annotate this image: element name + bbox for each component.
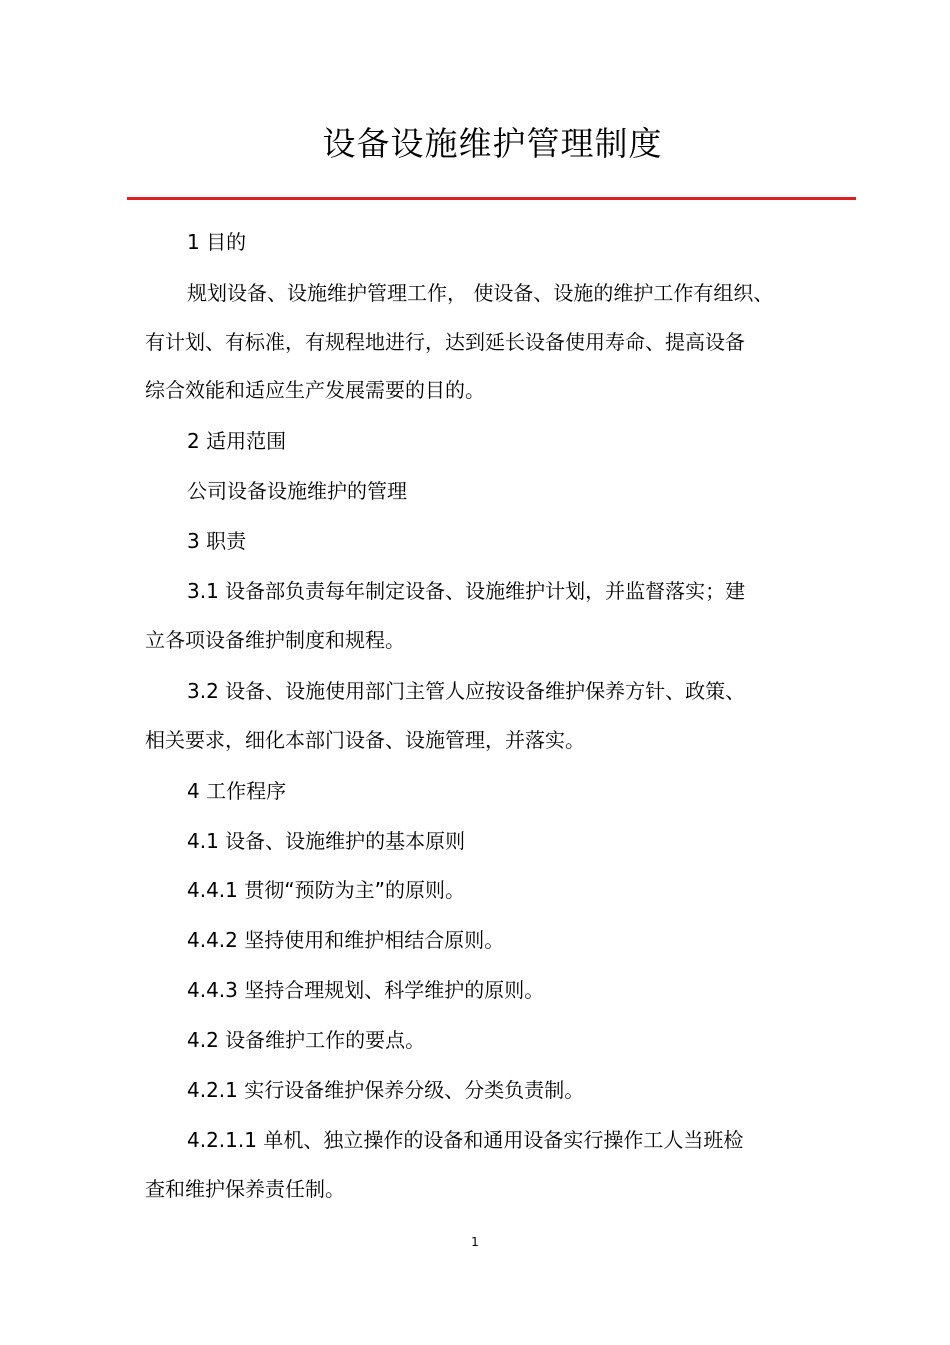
paragraph-line: 3.1 设备部负责每年制定设备、设施维护计划，并监督落实；建 bbox=[187, 579, 746, 603]
paragraph-line: 查和维护保养责任制。 bbox=[145, 1177, 345, 1201]
paragraph-line: 3.2 设备、设施使用部门主管人应按设备维护保养方针、政策、 bbox=[187, 679, 746, 703]
paragraph-line: 规划设备、设施维护管理工作， 使设备、设施的维护工作有组织、 bbox=[187, 281, 774, 305]
page-number: 1 bbox=[471, 1235, 479, 1249]
paragraph-line: 综合效能和适应生产发展需要的目的。 bbox=[145, 378, 485, 402]
list-item: 4.2.1.1 单机、独立操作的设备和通用设备实行操作工人当班检 bbox=[187, 1128, 744, 1152]
document-title: 设备设施维护管理制度 bbox=[322, 124, 663, 163]
paragraph-line: 相关要求，细化本部门设备、设施管理，并落实。 bbox=[145, 728, 585, 752]
title-divider bbox=[127, 197, 856, 200]
section-heading-scope: 2 适用范围 bbox=[187, 429, 287, 453]
list-item: 4.4.3 坚持合理规划、科学维护的原则。 bbox=[187, 978, 545, 1002]
section-heading-purpose: 1 目的 bbox=[187, 230, 247, 254]
paragraph-line: 有计划、有标准，有规程地进行，达到延长设备使用寿命、提高设备 bbox=[145, 330, 745, 354]
subsection-heading: 4.1 设备、设施维护的基本原则 bbox=[187, 829, 466, 853]
paragraph-line: 公司设备设施维护的管理 bbox=[187, 479, 407, 503]
list-item: 4.4.1 贯彻“预防为主”的原则。 bbox=[187, 878, 465, 902]
paragraph-line: 立各项设备维护制度和规程。 bbox=[145, 628, 405, 652]
subsection-heading: 4.2 设备维护工作的要点。 bbox=[187, 1028, 426, 1052]
list-item: 4.2.1 实行设备维护保养分级、分类负责制。 bbox=[187, 1078, 585, 1102]
section-heading-responsibilities: 3 职责 bbox=[187, 529, 247, 553]
list-item: 4.4.2 坚持使用和维护相结合原则。 bbox=[187, 928, 505, 952]
section-heading-procedure: 4 工作程序 bbox=[187, 779, 287, 803]
